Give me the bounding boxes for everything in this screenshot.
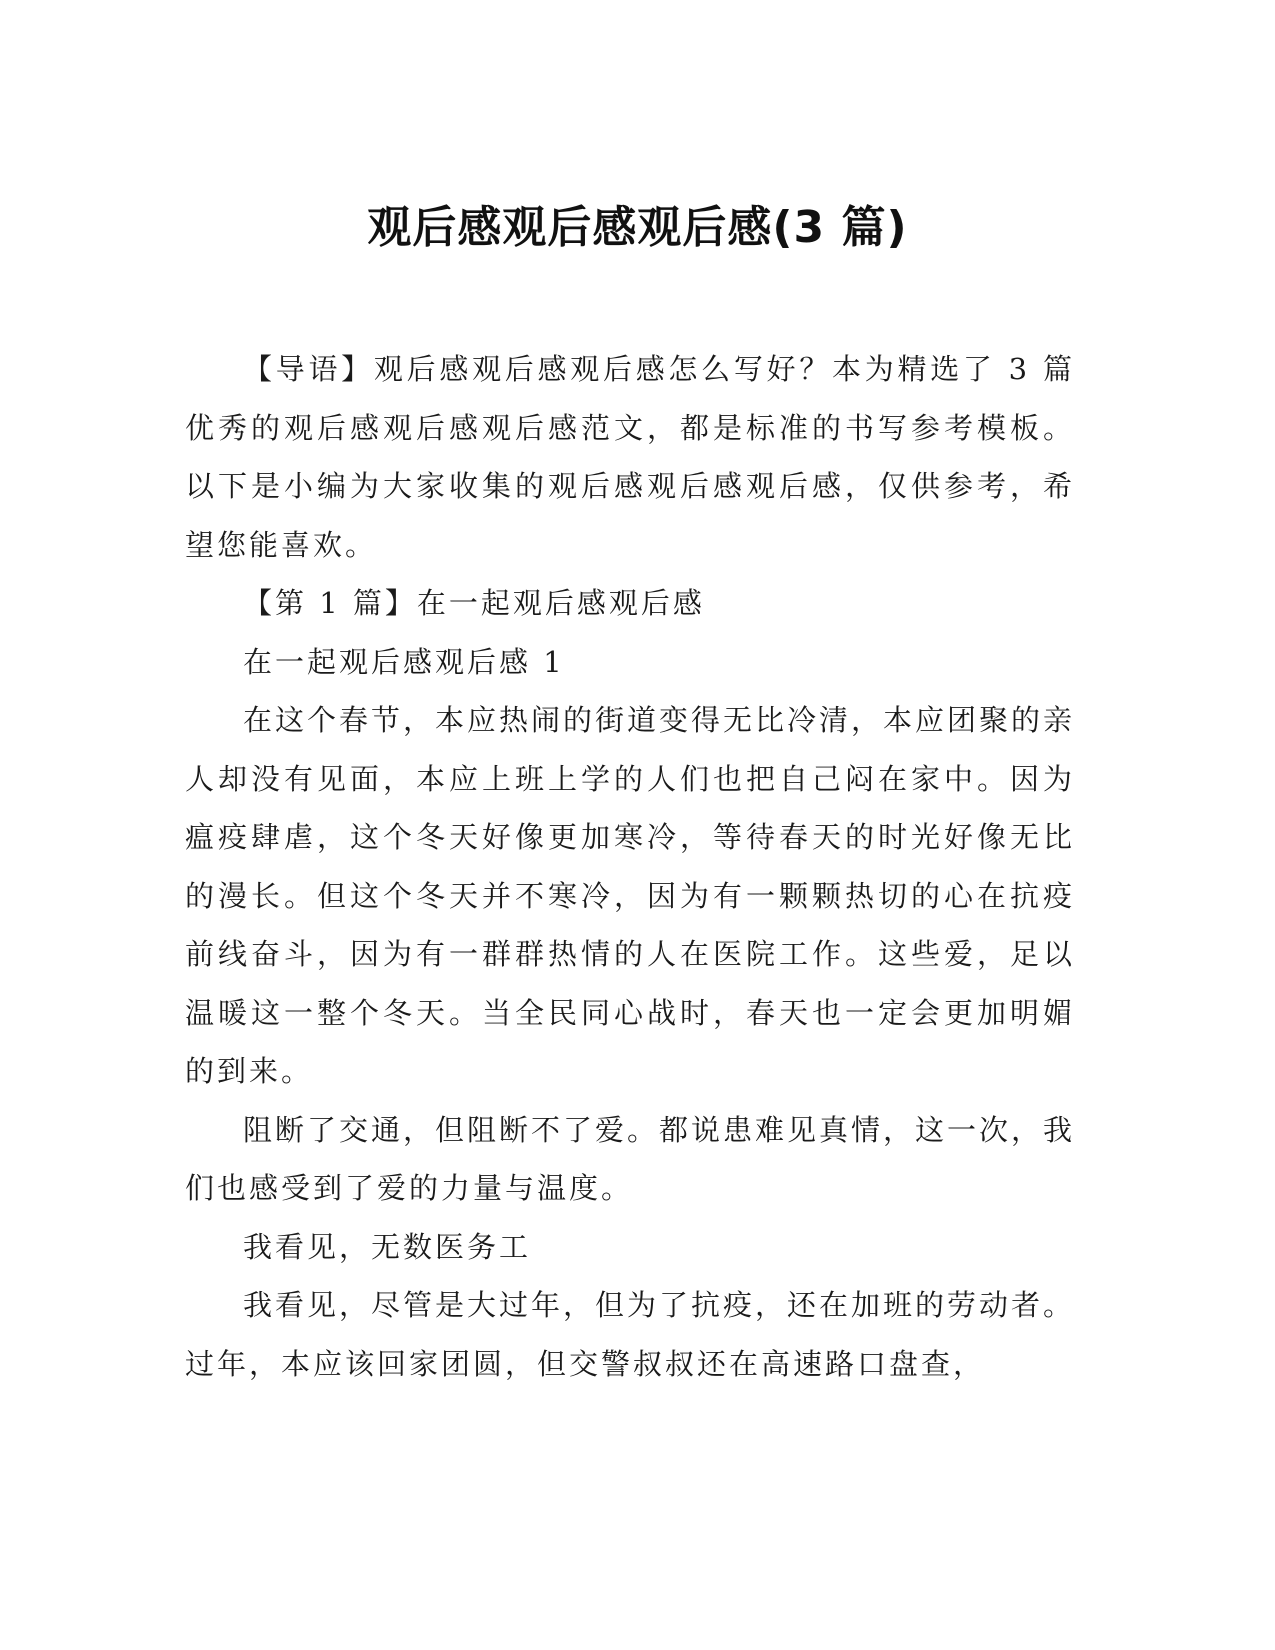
intro-paragraph: 【导语】观后感观后感观后感怎么写好？本为精选了 3 篇优秀的观后感观后感观后感范文，都是标准的书写参考模板。以下是小编为大家收集的观后感观后感观后感，仅供参考，希望您能喜欢。 [185, 352, 1075, 562]
body-paragraph: 我看见，尽管是大过年，但为了抗疫，还在加班的劳动者。过年，本应该回家团圆，但交警叔叔还在高速路口盘查， [185, 1288, 1076, 1381]
body-paragraph: 阻断了交通，但阻断不了爱。都说患难见真情，这一次，我们也感受到了爱的力量与温度。 [185, 1112, 1076, 1205]
subsection-heading: 在一起观后感观后感 1 [243, 644, 565, 679]
document-body [185, 340, 1075, 1393]
section-heading: 【第 1 篇】在一起观后感观后感 [243, 586, 705, 620]
body-paragraph: 我看见，无数医务工 [243, 1229, 532, 1264]
body-paragraph: 在这个春节，本应热闹的街道变得无比冷清，本应团聚的亲人却没有见面，本应上班上学的人们也把自己闷在家中。因为瘟疫肆虐，这个冬天好像更加寒冷，等待春天的时光好像无比的漫长。但这个冬天并不寒冷，因为有一颗颗热切的心在抗疫前线奋斗，因为有一群群热情的人在医院工作。这些爱，足以温暖这一整个冬天。当全民同心战时，春天也一定会更加明媚的到来。 [185, 703, 1076, 1088]
document-title: 观后感观后感观后感(3 篇) [367, 202, 908, 253]
